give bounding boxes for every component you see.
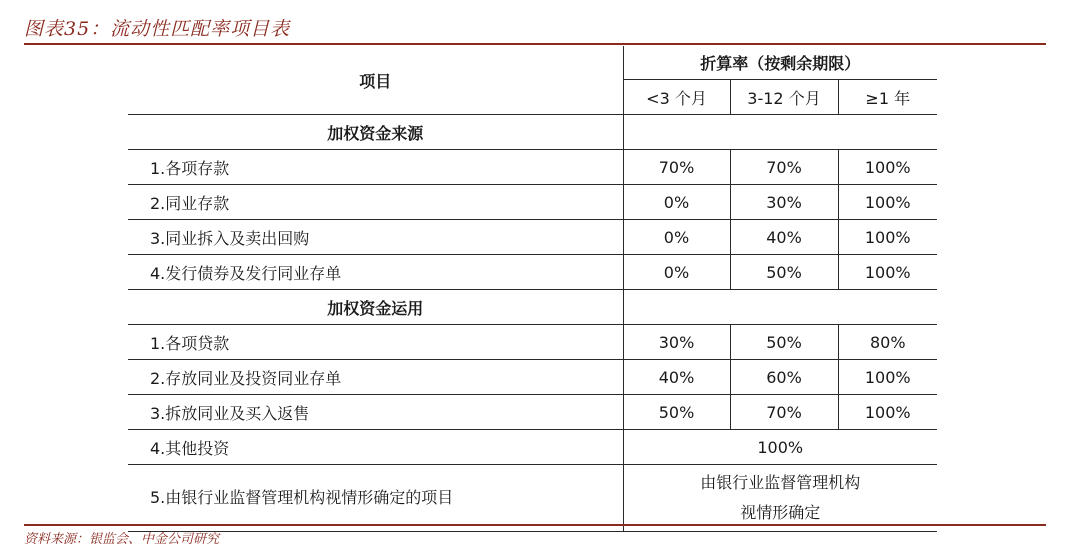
- regulator-value-line1: 由银行业监督管理机构: [700, 473, 861, 492]
- row-value: 0%: [623, 220, 730, 255]
- liquidity-matching-table: [128, 46, 937, 532]
- row-value: 100%: [838, 360, 937, 395]
- row-value: 30%: [730, 185, 838, 220]
- row-label: 4.发行债券及发行同业存单: [128, 255, 623, 290]
- row-value: 70%: [730, 395, 838, 430]
- header-period: <3 个月: [623, 80, 730, 115]
- row-value-merged: [623, 465, 937, 532]
- row-value: 70%: [623, 150, 730, 185]
- row-value: 60%: [730, 360, 838, 395]
- header-period: 3-12 个月: [730, 80, 838, 115]
- regulator-value-line2: 视情形确定: [740, 503, 821, 522]
- row-value: 100%: [838, 255, 937, 290]
- row-value: 0%: [623, 255, 730, 290]
- row-value: 50%: [623, 395, 730, 430]
- header-period: ≥1 年: [838, 80, 937, 115]
- row-label: 1.各项存款: [128, 150, 623, 185]
- row-value: 100%: [838, 150, 937, 185]
- section-row-sources: [128, 115, 937, 150]
- row-label: 1.各项贷款: [128, 325, 623, 360]
- section-blank-cell: [623, 115, 937, 150]
- row-value: 100%: [838, 185, 937, 220]
- table-row: [128, 430, 937, 465]
- table-row: [128, 395, 937, 430]
- row-value: 50%: [730, 325, 838, 360]
- table-row: [128, 325, 937, 360]
- section-title-sources: 加权资金来源: [128, 115, 623, 150]
- row-value: 50%: [730, 255, 838, 290]
- header-row-1: [128, 46, 937, 80]
- row-label: 5.由银行业监督管理机构视情形确定的项目: [128, 465, 623, 532]
- table-row: [128, 220, 937, 255]
- top-rule: [24, 43, 1046, 45]
- row-label: 2.存放同业及投资同业存单: [128, 360, 623, 395]
- section-row-uses: [128, 290, 937, 325]
- row-value: 100%: [838, 395, 937, 430]
- row-label: 2.同业存款: [128, 185, 623, 220]
- figure-title: 图表35：流动性匹配率项目表: [24, 18, 291, 40]
- table-row: [128, 465, 937, 532]
- row-label: 4.其他投资: [128, 430, 623, 465]
- row-value: 0%: [623, 185, 730, 220]
- table-row: [128, 185, 937, 220]
- header-item-label: 项目: [128, 46, 623, 115]
- row-value: 80%: [838, 325, 937, 360]
- source-note: 资料来源：银监会、中金公司研究: [24, 532, 220, 547]
- header-group-label: 折算率（按剩余期限）: [623, 46, 937, 80]
- row-value: 70%: [730, 150, 838, 185]
- bottom-rule: [24, 524, 1046, 526]
- row-value: 30%: [623, 325, 730, 360]
- row-value: 40%: [623, 360, 730, 395]
- row-label: 3.同业拆入及卖出回购: [128, 220, 623, 255]
- row-value: 100%: [838, 220, 937, 255]
- row-value: 40%: [730, 220, 838, 255]
- table-row: [128, 255, 937, 290]
- section-title-uses: 加权资金运用: [128, 290, 623, 325]
- section-blank-cell: [623, 290, 937, 325]
- table-row: [128, 150, 937, 185]
- table-row: [128, 360, 937, 395]
- row-value-merged: 100%: [623, 430, 937, 465]
- row-label: 3.拆放同业及买入返售: [128, 395, 623, 430]
